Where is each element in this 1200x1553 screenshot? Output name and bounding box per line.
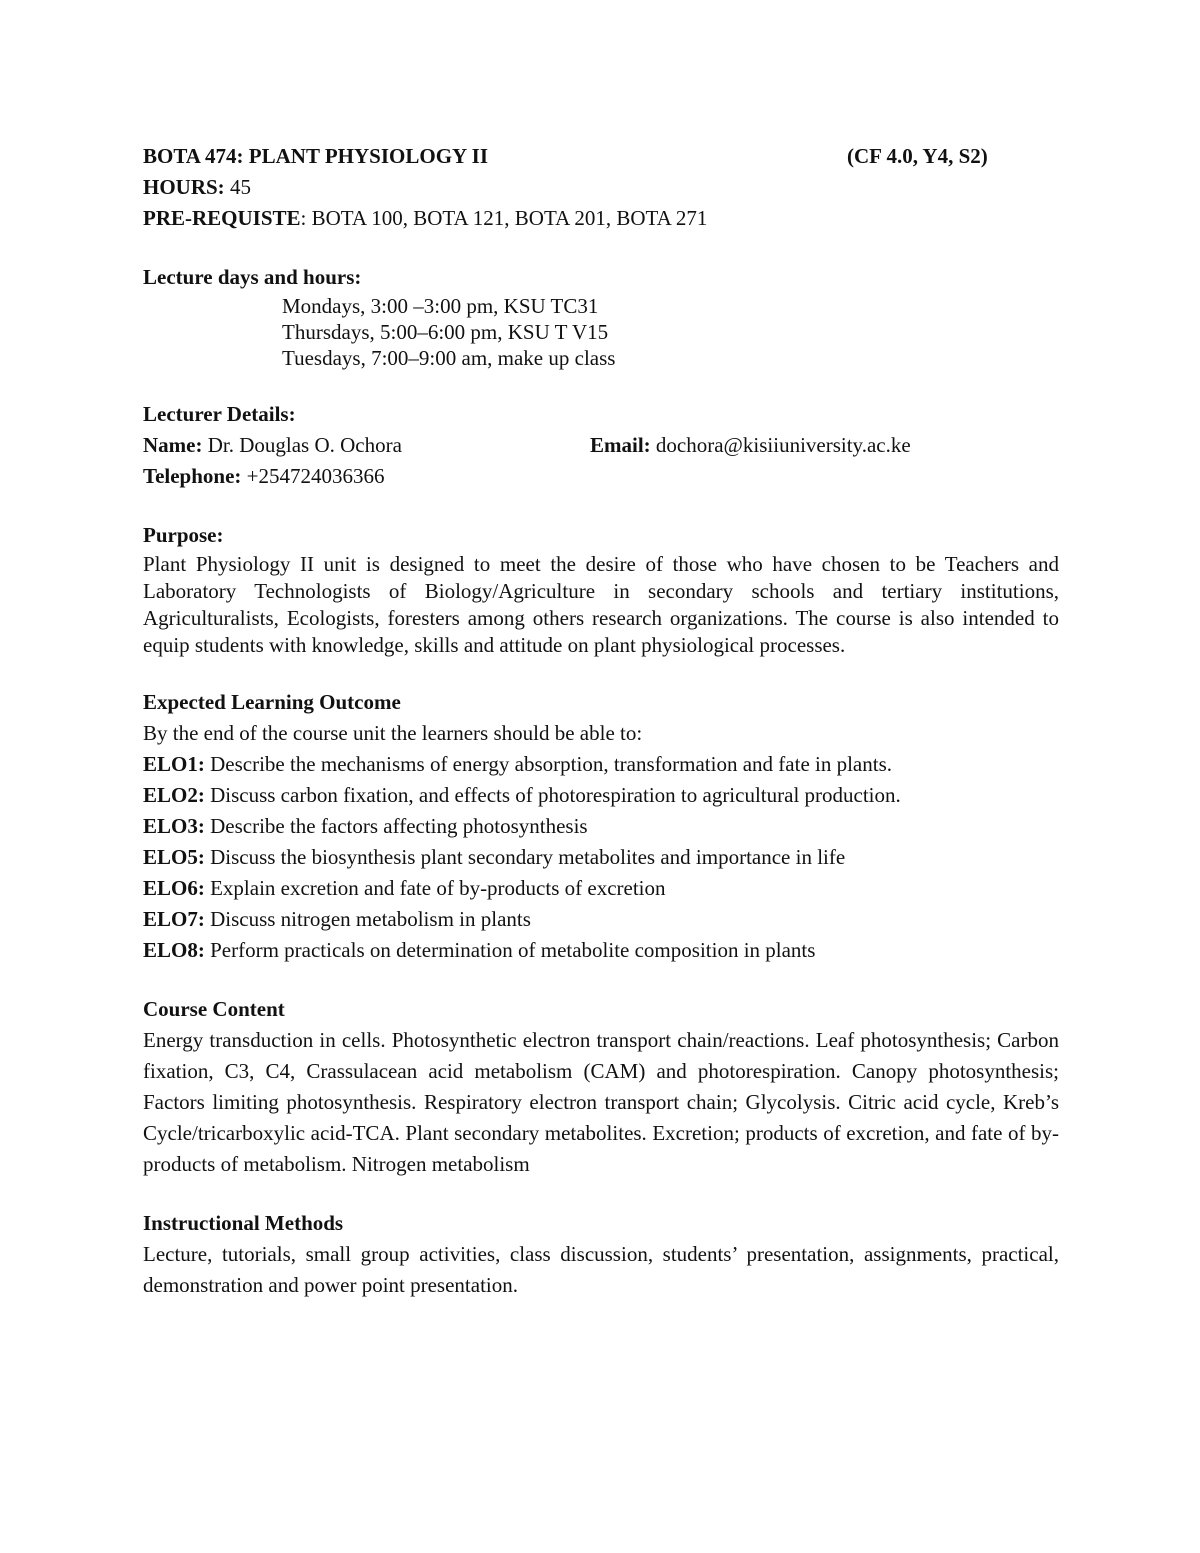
prerequisite-value: : BOTA 100, BOTA 121, BOTA 201, BOTA 271 xyxy=(300,206,708,230)
purpose-text: Plant Physiology II unit is designed to meet the desire of those who have chosen to be Teachers and Laboratory Technologists of Biology/Agriculture in secondary schools and tertiary institutions, Agriculturalists, Ecologists, foresters among others research organizations. The course is also intended to equip students with knowledge, skills and attitude on plant physiological processes. xyxy=(143,552,1059,657)
email-value: dochora@kisiiuniversity.ac.ke xyxy=(655,433,911,457)
lecturer-phone xyxy=(143,461,1059,492)
course-title-row xyxy=(143,141,1059,172)
outcome-item xyxy=(143,811,1059,842)
credit-info: (CF 4.0, Y4, S2) xyxy=(847,144,988,168)
outcome-text: Explain excretion and fate of by-products of excretion xyxy=(210,876,666,900)
schedule-item: Thursdays, 5:00–6:00 pm, KSU T V15 xyxy=(282,320,609,344)
outcome-item xyxy=(143,935,1059,966)
prerequisite-line xyxy=(143,203,1059,234)
outcome-text: Describe the factors affecting photosynthesis xyxy=(210,814,588,838)
outcome-code: ELO7: xyxy=(143,907,205,931)
name-label: Name: xyxy=(143,433,203,457)
outcome-text: Discuss the biosynthesis plant secondary metabolites and importance in life xyxy=(210,845,846,869)
lecturer-name-email-row xyxy=(143,430,1059,461)
schedule-item: Mondays, 3:00 –3:00 pm, KSU TC31 xyxy=(282,294,599,318)
schedule-item: Tuesdays, 7:00–9:00 am, make up class xyxy=(282,346,616,370)
outcome-text: Describe the mechanisms of energy absorption, transformation and fate in plants. xyxy=(210,752,893,776)
lecturer-name xyxy=(143,430,590,461)
content-heading: Course Content xyxy=(143,997,285,1021)
outcomes-list xyxy=(143,749,1059,966)
lecturer-email xyxy=(590,430,911,461)
outcome-item xyxy=(143,749,1059,780)
outcome-code: ELO3: xyxy=(143,814,205,838)
outcomes-intro: By the end of the course unit the learners should be able to: xyxy=(143,721,643,745)
methods-text: Lecture, tutorials, small group activities, class discussion, students’ presentation, assignments, practical, demonstration and power point presentation. xyxy=(143,1242,1059,1297)
lecture-schedule xyxy=(143,293,1059,371)
outcome-code: ELO2: xyxy=(143,783,205,807)
content-text: Energy transduction in cells. Photosynthetic electron transport chain/reactions. Leaf photosynthesis; Carbon fixation, C3, C4, Crassulacean acid metabolism (CAM) and photorespiration. Canopy photosynthesis; Factors limiting photosynthesis. Respiratory electron transport chain; Glycolysis. Citric acid cycle, Kreb’s Cycle/tricarboxylic acid-TCA. Plant secondary metabolites. Excretion; products of excretion, and fate of by-products of metabolism. Nitrogen metabolism xyxy=(143,1028,1059,1176)
outcomes-heading: Expected Learning Outcome xyxy=(143,690,401,714)
outcome-text: Discuss nitrogen metabolism in plants xyxy=(210,907,531,931)
course-title: BOTA 474: PLANT PHYSIOLOGY II xyxy=(143,144,489,168)
document-page xyxy=(143,141,1059,1301)
outcome-text: Discuss carbon fixation, and effects of photorespiration to agricultural production. xyxy=(210,783,901,807)
outcome-code: ELO8: xyxy=(143,938,205,962)
outcome-item xyxy=(143,842,1059,873)
lecturer-heading: Lecturer Details: xyxy=(143,402,296,426)
phone-label: Telephone: xyxy=(143,464,242,488)
outcome-text: Perform practicals on determination of metabolite composition in plants xyxy=(210,938,816,962)
outcome-code: ELO1: xyxy=(143,752,205,776)
purpose-heading: Purpose: xyxy=(143,523,224,547)
name-value: Dr. Douglas O. Ochora xyxy=(207,433,402,457)
outcome-item xyxy=(143,780,1059,811)
hours-value: 45 xyxy=(229,175,251,199)
outcome-item xyxy=(143,873,1059,904)
prerequisite-label: PRE-REQUISTE xyxy=(143,206,301,230)
hours-line xyxy=(143,172,1059,203)
phone-value: +254724036366 xyxy=(246,464,385,488)
outcome-code: ELO5: xyxy=(143,845,205,869)
outcome-code: ELO6: xyxy=(143,876,205,900)
methods-heading: Instructional Methods xyxy=(143,1211,344,1235)
hours-label: HOURS: xyxy=(143,175,225,199)
lecture-heading: Lecture days and hours: xyxy=(143,265,362,289)
outcome-item xyxy=(143,904,1059,935)
email-label: Email: xyxy=(590,433,651,457)
